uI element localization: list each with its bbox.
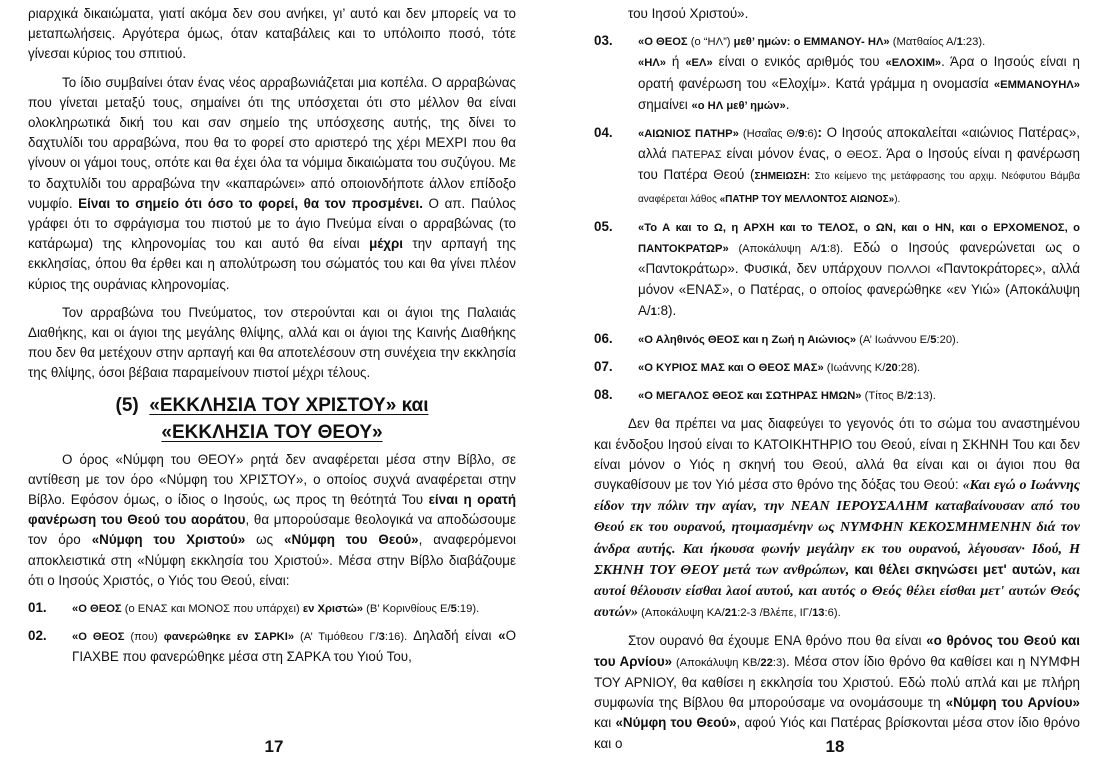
text-run: , θα μπορούσαμε θεολογικά να αποδώσουμε τον όρο [28,512,516,548]
bold-run: 5 [930,333,937,346]
text-run: (Αποκάλυψη ΚΒ/ [672,656,761,669]
text-run: (Β’ Κορινθίους Ε/ [363,603,451,616]
heading-text-1: «ΕΚΚΛΗΣΙΑ ΤΟΥ ΧΡΙΣΤΟΥ» και [149,394,429,416]
list-item [594,357,1080,378]
bold-run: «ΑΙΩΝΙΟΣ ΠΑΤΗΡ» [638,128,739,141]
item-number: 02. [28,628,47,644]
paragraph-bride-term [28,450,516,591]
text-run: Ο ΓΙΑΧΒΕ που φανερώθηκε μέσα στη ΣΑΡΚΑ του Υιού Του, [72,628,516,665]
text-run: . Άρα ο Ιησούς είναι η ορατή φανέρωση του «Ελοχίμ». Κατά γράμμα η ονομασία [638,54,1081,91]
bold-run: 1 [956,36,963,49]
right-page [560,0,1110,763]
text-run: (ο ΕΝΑΣ και ΜΟΝΟΣ που υπάρχει) [121,603,303,616]
text-run: :20). [936,333,959,346]
item-text [72,626,516,667]
bold-run: «Το Α και το Ω, η ΑΡΧΗ και το ΤΕΛΟΣ, ο ΩΝ, και ο ΗΝ, και ο ΕΡΧΟΜΕΝΟΣ, ο ΠΑΝΤΟΚΡΑΤΩΡ» [638,221,1080,256]
paragraph-engagement [28,73,516,295]
heading-number: (5) [115,394,139,416]
bold-run: «Ο ΚΥΡΙΟΣ ΜΑΣ και Ο ΘΕΟΣ ΜΑΣ» [638,362,824,375]
item-number: 07. [594,359,613,375]
text-run: Ο όρος «Νύμφη του ΘΕΟΥ» ρητά δεν αναφέρεται μέσα στην Βίβλο, σε αντίθεση με τον όρο «Νύμφη του ΧΡΙΣΤΟΥ», ο οποίος συχνά αναφέρεται στην Βίβλο. Εφόσον όμως, ο ίδιος ο Ιησούς, ως προς τη θεότητά Του [28,451,516,508]
bold-run: 1 [820,243,827,256]
text-run: :3) [772,656,786,669]
text-run: (Ιωάννης Κ/ [823,362,886,375]
bold-run: «Ο ΘΕΟΣ [72,631,125,644]
bold-run: : [817,125,822,141]
paragraph-tabernacle [594,414,1080,623]
bold-run: «Ο ΘΕΟΣ [72,603,122,616]
bold-run: 9 [798,128,805,141]
text-run: :23). [962,36,986,49]
item-number: 04. [594,125,613,141]
item-number: 01. [28,600,47,616]
bold-run: «Νύμφη του Χριστού» [91,532,246,548]
text-run: (Α’ Ιωάννου Ε/ [856,333,931,346]
bold-run: 3 [378,631,385,644]
quote-run: και αυτοί θέλουσιν είσθαι λαοί αυτού, και αυτός ο Θεός θέλει είσθαι μετ' αυτών Θεός αυτών» [594,562,1080,621]
bold-run: «ΕΛ» [685,57,713,70]
bold-run: «Νύμφη του Θεού» [615,715,737,731]
text-run: :6) [804,128,818,141]
left-page [0,0,548,763]
bold-run: μέχρι [369,236,404,252]
bold-run: «ο θρόνος του Θεού και του Αρνίου» [594,633,1080,669]
bold-run: «ΠΑΤΗΡ ΤΟΥ ΜΕΛΛΟΝΤΟΣ ΑΙΩΝΟΣ» [719,193,895,205]
text-run: (Αποκάλυψη ΚΑ/ [637,607,725,620]
text-run: , αναφερόμενοι αποκλειστικά στη «Νύμφη εκκλησία του Χριστού». Μέσα στην Βίβλο διαβάζουμε ότι ο Ιησούς Χριστός, ο Υιός του Θεού, είναι: [28,532,517,588]
text-run: ). [894,193,901,205]
bold-run: 13 [812,607,825,620]
text-run: είναι μόνον ένας, ο [721,146,847,162]
item-number: 03. [594,33,613,49]
text-run: ΠΑΤΕΡΑΣ [671,149,722,162]
list-item [28,598,516,619]
text-run: Στον ουρανό θα έχουμε ΕΝΑ θρόνο που θα είναι [628,633,927,649]
bold-run: «Ο ΘΕΟΣ [638,36,688,49]
quote-run: «Και εγώ ο Ιωάννης είδον την πόλιν την αγίαν, την ΝΕΑΝ ΙΕΡΟΥΣΑΛΗΜ καταβαίνουσαν από του Θεού εκ του ουρανού, ητοιμασμένην ως ΝΥΜΦΗΝ ΚΕΚΟΣΜΗΜΕΝΗΝ διά τον άνδρα αυτής. Και ήκουσα φωνήν μεγάλην εκ του ουρανού, λέγουσαν· Ιδού, Η ΣΚΗΝΗ ΤΟΥ ΘΕΟΥ μετά των ανθρώπων, [594,478,1080,578]
list-item [28,626,516,667]
text-run: (Ματθαίος Α/ [889,36,957,49]
bold-run: είναι η ορατή φανέρωση του Θεού του αοράτου [28,492,516,528]
text-run: :19). [456,603,480,616]
heading-line-2 [28,419,516,446]
text-run: (Αποκάλυψη Α/ [728,243,821,256]
list-item [594,31,1080,116]
heading-text-2: «ΕΚΚΛΗΣΙΑ ΤΟΥ ΘΕΟΥ» [161,421,383,443]
text-run: Εδώ ο Ιησούς φανερώνεται ως ο «Παντοκράτωρ». Φυσικά, δεν υπάρχουν [638,240,1080,277]
text-run: :16). [384,631,408,644]
bold-run: φανερώθηκε εν ΣΑΡΚΙ» [163,631,295,644]
text-run: Ο Ιησούς αποκαλείται «αιώνιος Πατέρας», αλλά [638,125,1080,162]
text-run: ως [245,532,285,548]
text-run: Δηλαδή είναι [407,628,499,644]
text-run: Στο κείμενο της μετάφρασης του αρχιμ. Νεόφυτου Βάμβα αναφέρεται λάθος [638,171,1080,205]
text-run: :8). [826,243,844,256]
list-item [594,123,1080,210]
text-run: (Ησαΐας Θ/ [738,128,799,141]
bold-run: «Ο ΜΕΓΑΛΟΣ ΘΕΟΣ και ΣΩΤΗΡΑΣ ΗΜΩΝ» [638,390,862,403]
text-run: (που) [124,631,164,644]
text-run: :8). [656,302,677,318]
bold-run: 22 [760,656,773,669]
text-run: (Α’ Τιμόθεου Γ/ [294,631,379,644]
text-run: ΘΕΟΣ [846,149,879,162]
text-run: Το ίδιο συμβαίνει όταν ένας νέος αρραβωνιάζεται μια κοπέλα. Ο αρραβώνας που γίνεται μεταξύ τους, σημαίνει ότι της υπόσχεται ότι στο μέλλον θα είναι ολοκληρωτικά δική του και σαν σημείο της υπόσχεσης αυτής, της δίνει το δαχτυλίδι του αρραβώνα, που θα το φορεί στο αριστερό της χέρι ΜΕΧΡΙ που θα γίνουν οι γάμοι τους, οπότε και θα έχει όλα τα νόμιμα δικαιώματα του συζύγου. Με το δαχτυλίδι του αρραβώνα την «καπαρώνει» από οποιονδήποτε άλλον επίδοξο νυμφίο. [28,74,516,211]
list-item [594,329,1080,350]
text-run: ΠΟΛΛΟΙ [887,264,931,277]
text-run: (Τίτος Β/ [861,390,908,403]
bold-run: 21 [724,607,738,620]
item-text [638,31,1080,116]
bold-run: «ΕΜΜΑΝΟΥΗΛ» [993,78,1080,91]
item-text [72,598,516,619]
paragraph-continuation: ριαρχικά δικαιώματα, γιατί ακόμα δεν σου ανήκει, γι’ αυτό και δεν μπορείς να το μεταπωλήσεις. Αργότερα όμως, όταν καταβάλεις και το υπόλοιπο ποσό, τότε γίνεσαι κύριος του σπιτιού. [28,6,516,62]
bold-run: 5 [450,603,457,616]
text-run: :13). [913,390,936,403]
item-text [638,357,1080,378]
bold-run: «ο ΗΛ μεθ’ ημών» [691,99,786,112]
bold-run: «ΕΛΟΧΙΜ» [885,57,942,70]
text-run: :2-3 /Βλέπε, ΙΓ/ [737,607,813,620]
text-run: . [785,96,790,112]
text-run: :6). [824,607,841,620]
text-run: σημαίνει [638,96,692,112]
heading-line-1 [28,392,516,419]
text-run: είναι ο ενικός αριθμός του [712,54,886,70]
bold-run: 1 [650,305,657,318]
bold-run: 2 [907,390,914,403]
bold-run: μεθ’ ημών: ο ΕΜΜΑΝΟΥ- ΗΛ» [733,36,890,49]
item-text [638,385,1080,406]
section-heading [28,392,516,446]
bold-run: « [498,628,506,644]
list-item [594,385,1080,406]
bold-run: και θέλει σκηνώσει μετ' αυτών, [854,561,1057,577]
page-number: 18 [825,737,845,756]
item-text [638,123,1080,210]
text-run: την αρπαγή της εκκλησίας, όπου θα έρθει και η απολύτρωση του σώματός του και θα γίνει πλέον κύριος της ουράνιας κληρονομίας. [28,236,517,292]
bold-run: εν Χριστώ» [302,603,363,616]
text-run: . Μέσα στον ίδιο θρόνο θα καθίσει και η ΝΥΜΦΗ ΤΟΥ ΑΡΝΙΟΥ, θα καθίσει η εκκλησία του Χριστού. Εδώ πολύ απλά και με πλήρη συμφωνία της Βίβλου θα μπορούσαμε να ονομάσουμε τη [594,653,1081,711]
text-run: Ο απ. Παύλος γράφει ότι το σφράγισμα του πιστού με το άγιο Πνεύμα είναι ο αρραβώνας (το κατάρωμα) της κληρονομίας του και αυτό θα είναι [28,195,516,252]
text-run: και [594,715,616,731]
bold-run: «Ο Αληθινός ΘΕΟΣ και η Ζωή η Αιώνιος» [638,333,857,346]
item-number: 05. [594,218,613,234]
bold-run: «ΗΛ» [638,57,666,70]
text-run: :28). [897,362,921,375]
paragraph-continuation: του Ιησού Χριστού». [628,6,749,21]
text-run: «Παντοκράτορες», αλλά μόνον «ΕΝΑΣ», ο Πατέρας, ο οποίος φανερώθηκε «εν Υιώ» (Αποκάλυψη Α/ [638,261,1080,318]
text-run: , αφού Υιός και Πατέρας βρίσκονται μέσα στον ίδιο θρόνο και ο [594,715,1080,751]
bold-run: ΣΗΜΕΙΩΣΗ: [754,171,811,183]
bold-run: «Νύμφη του Θεού» [284,532,419,548]
text-run: ή [666,54,686,70]
paragraph-throne [594,631,1080,753]
text-run: (ο “ΗΛ”) [687,36,734,49]
item-text [638,217,1080,322]
page-number: 17 [264,737,284,756]
item-number: 06. [594,330,613,346]
item-text [638,329,1080,350]
item-number: 08. [594,387,613,403]
list-item [594,217,1080,322]
text-run: Δεν θα πρέπει να μας διαφεύγει το γεγονός ότι το σώμα του αναστημένου και ένδοξου Ιησού είναι το ΚΑΤΟΙΚΗΤΗΡΙΟ του Θεού, είναι η ΣΚΗΝΗ Του και δεν είναι μόνον ο Υιός η σκηνή του Θεού, αλλά θα είναι και οι άγιοι που θα συγκαθίσουν με τον Υιό μέσα στο θρόνο της δόξας του Θεού: [594,416,1080,493]
bold-run: 20 [885,362,898,375]
text-run: . Άρα ο Ιησούς είναι η φανέρωση του Πατέρα Θεού ( [638,146,1080,183]
bold-run: «Νύμφη του Αρνίου» [945,695,1080,711]
bold-run: Είναι το σημείο ότι όσο το φορεί, θα τον προσμένει. [78,195,423,211]
paragraph-spirit-pledge: Τον αρραβώνα του Πνεύματος, τον στερούνται και οι άγιοι της Παλαιάς Διαθήκης, και οι άγιοι της μεγάλης θλίψης, αλλά και οι άγιοι της Καινής Διαθήκης που δεν θα μετέχουν στην αρπαγή και θα αποτελέσουν στη συνέχεια την εκκλησία της θλίψης, όσοι βέβαια παραμείνουν πιστοί μέχρι τέλους. [28,304,516,381]
